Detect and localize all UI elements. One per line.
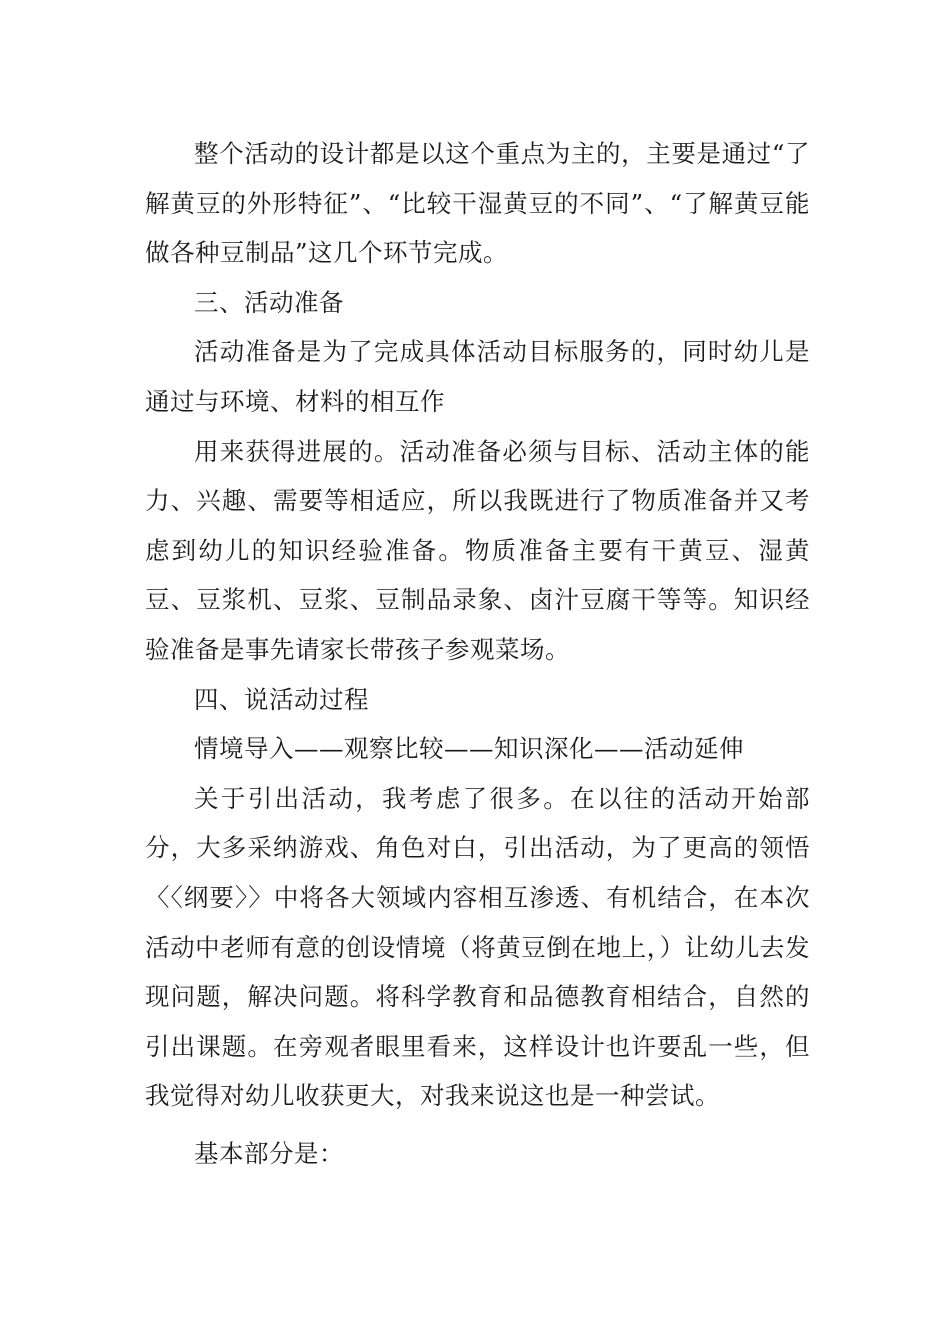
paragraph-process-flow: 情境导入——观察比较——知识深化——活动延伸 xyxy=(194,734,744,764)
paragraph-basic-part: 基本部分是： xyxy=(194,1138,344,1168)
document-body xyxy=(145,129,810,1178)
paragraph-activity-introduction: 关于引出活动，我考虑了很多。在以往的活动开始部分，大多采纳游戏、角色对白，引出活动，为了更高的领悟〈〈纲要〉〉中将各大领域内容相互渗透、有机结合，在本次活动中老师有意的创设情境（将黄豆倒在地上，）让幼儿去发现问题，解决问题。将科学教育和品德教育相结合，自然的引出课题。在旁观者眼里看来，这样设计也许要乱一些，但我觉得对幼儿收获更大，对我来说这也是一种尝试。 xyxy=(145,783,810,1111)
paragraph-preparation-details: 用来获得进展的。活动准备必须与目标、活动主体的能力、兴趣、需要等相适应，所以我既进行了物质准备并又考虑到幼儿的知识经验准备。物质准备主要有干黄豆、湿黄豆、豆浆机、豆浆、豆制品录象、卤汁豆腐干等等。知识经验准备是事先请家长带孩子参观菜场。 xyxy=(145,436,810,664)
heading-activity-process: 四、说活动过程 xyxy=(194,684,369,714)
heading-activity-preparation: 三、活动准备 xyxy=(194,287,344,317)
paragraph-design-focus: 整个活动的设计都是以这个重点为主的，主要是通过“了解黄豆的外形特征”、“比较干湿黄豆的不同”、“了解黄豆能做各种豆制品”这几个环节完成。 xyxy=(145,139,810,268)
paragraph-preparation-intro: 活动准备是为了完成具体活动目标服务的，同时幼儿是通过与环境、材料的相互作 xyxy=(145,337,810,416)
